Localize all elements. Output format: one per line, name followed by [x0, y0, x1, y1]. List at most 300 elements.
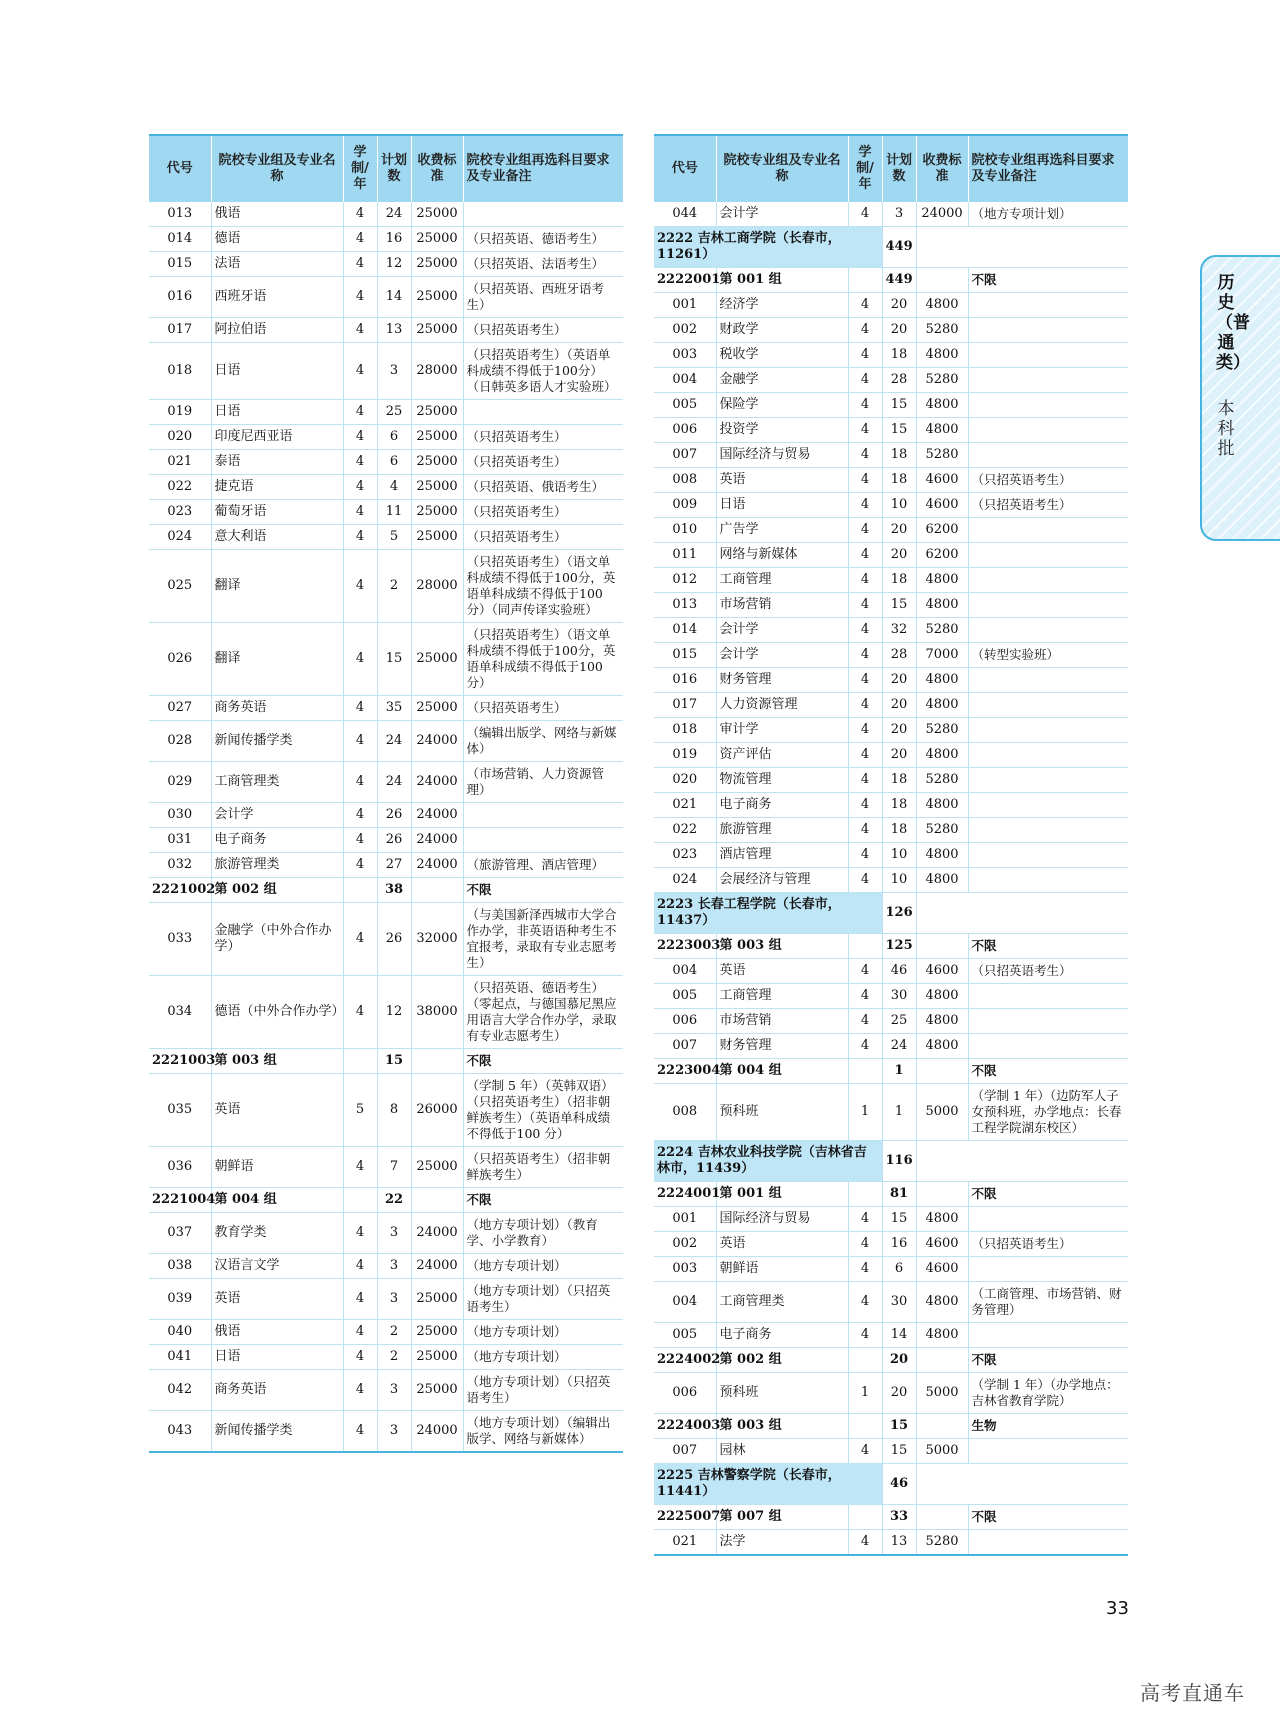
- major-row: [654, 418, 1128, 443]
- code-cell: 023: [149, 500, 211, 525]
- duration-cell: [343, 1049, 377, 1074]
- plan-count: 20: [882, 718, 916, 743]
- name-cell: 金融学（中外合作办学）: [211, 903, 343, 976]
- note-cell: （只招英语考生）: [463, 450, 623, 475]
- note-cell: 不限: [968, 1059, 1128, 1084]
- duration-cell: 4: [343, 976, 377, 1049]
- duration-cell: 4: [848, 202, 882, 227]
- plan-count: 18: [882, 793, 916, 818]
- major-row: [654, 668, 1128, 693]
- fee-cell: 5280: [916, 1530, 968, 1556]
- plan-count: 6: [377, 425, 411, 450]
- code-cell: 017: [149, 318, 211, 343]
- note-cell: [968, 768, 1128, 793]
- code-cell: 005: [654, 393, 716, 418]
- code-cell: 020: [149, 425, 211, 450]
- header-duration: 学制/年: [343, 135, 377, 202]
- plan-count: 15: [882, 393, 916, 418]
- fee-cell: 5280: [916, 443, 968, 468]
- duration-cell: 4: [848, 1207, 882, 1232]
- note-cell: （地方专项计划）: [463, 1320, 623, 1345]
- duration-cell: 4: [343, 803, 377, 828]
- major-row: [149, 1370, 623, 1411]
- group-row: [149, 1188, 623, 1213]
- name-cell: 汉语言文学: [211, 1254, 343, 1279]
- fee-cell: 5280: [916, 318, 968, 343]
- code-cell: 024: [654, 868, 716, 893]
- group-row: [654, 1505, 1128, 1530]
- code-cell: 025: [149, 550, 211, 623]
- fee-cell: 4800: [916, 793, 968, 818]
- note-cell: [968, 318, 1128, 343]
- duration-cell: 4: [848, 593, 882, 618]
- fee-cell: 24000: [411, 803, 463, 828]
- major-row: [149, 762, 623, 803]
- name-cell: 经济学: [716, 293, 848, 318]
- code-cell: 021: [654, 1530, 716, 1556]
- name-cell: 会计学: [716, 643, 848, 668]
- header-plan-count: 计划数: [377, 135, 411, 202]
- duration-cell: 4: [848, 1282, 882, 1323]
- note-cell: （只招英语、西班牙语考生）: [463, 277, 623, 318]
- note-cell: [968, 418, 1128, 443]
- duration-cell: 4: [343, 1370, 377, 1411]
- fee-cell: 4800: [916, 668, 968, 693]
- duration-cell: 4: [343, 1320, 377, 1345]
- header-code: 代号: [149, 135, 211, 202]
- major-row: [149, 1213, 623, 1254]
- plan-count: 7: [377, 1147, 411, 1188]
- college-row: [654, 227, 1128, 268]
- fee-cell: 6200: [916, 518, 968, 543]
- plan-count: 116: [882, 1141, 916, 1182]
- fee-cell: 24000: [411, 1411, 463, 1453]
- side-tab-batch: 本科批: [1217, 399, 1235, 459]
- code-cell: 036: [149, 1147, 211, 1188]
- name-cell: 德语（中外合作办学）: [211, 976, 343, 1049]
- fee-cell: 5000: [916, 1084, 968, 1141]
- name-cell: 广告学: [716, 518, 848, 543]
- duration-cell: [848, 1414, 882, 1439]
- duration-cell: 4: [343, 318, 377, 343]
- plan-count: 14: [377, 277, 411, 318]
- code-cell: 020: [654, 768, 716, 793]
- major-row: [149, 1147, 623, 1188]
- code-cell: 037: [149, 1213, 211, 1254]
- major-row: [654, 568, 1128, 593]
- code-cell: 005: [654, 984, 716, 1009]
- note-cell: [463, 828, 623, 853]
- plan-count: 15: [882, 1207, 916, 1232]
- duration-cell: 1: [848, 1084, 882, 1141]
- fee-cell: 25000: [411, 475, 463, 500]
- major-row: [654, 518, 1128, 543]
- note-cell: [463, 202, 623, 227]
- college-name: 2223 长春工程学院（长春市，11437）: [654, 893, 882, 934]
- major-row: [654, 1439, 1128, 1464]
- duration-cell: 4: [343, 1279, 377, 1320]
- fee-cell: 4800: [916, 843, 968, 868]
- plan-count: 35: [377, 696, 411, 721]
- name-cell: 阿拉伯语: [211, 318, 343, 343]
- major-row: [149, 525, 623, 550]
- duration-cell: [848, 268, 882, 293]
- code-cell: 018: [149, 343, 211, 400]
- plan-count: 13: [377, 318, 411, 343]
- plan-count: 20: [882, 518, 916, 543]
- note-cell: [968, 343, 1128, 368]
- code-cell: 038: [149, 1254, 211, 1279]
- plan-count: 11: [377, 500, 411, 525]
- code-cell: 001: [654, 293, 716, 318]
- note-cell: （只招英语考生）: [463, 525, 623, 550]
- code-cell: 004: [654, 368, 716, 393]
- major-row: [149, 623, 623, 696]
- fee-cell: 4600: [916, 1257, 968, 1282]
- major-row: [149, 202, 623, 227]
- note-cell: （地方专项计划）（只招英语考生）: [463, 1370, 623, 1411]
- major-row: [654, 202, 1128, 227]
- note-cell: [968, 693, 1128, 718]
- major-row: [149, 500, 623, 525]
- code-cell: 014: [149, 227, 211, 252]
- code-cell: 015: [149, 252, 211, 277]
- code-cell: 001: [654, 1207, 716, 1232]
- note-cell: [968, 568, 1128, 593]
- code-cell: 011: [654, 543, 716, 568]
- plan-count: 25: [377, 400, 411, 425]
- fee-cell: 24000: [411, 853, 463, 878]
- fee-cell: [916, 934, 968, 959]
- major-row: [654, 368, 1128, 393]
- plan-count: 20: [882, 543, 916, 568]
- fee-cell: 25000: [411, 277, 463, 318]
- fee-cell: 24000: [411, 828, 463, 853]
- major-row: [654, 293, 1128, 318]
- duration-cell: 4: [343, 903, 377, 976]
- fee-cell: [411, 878, 463, 903]
- fee-cell: 25000: [411, 1345, 463, 1370]
- college-spacer: [916, 893, 1128, 934]
- college-name: 2222 吉林工商学院（长春市，11261）: [654, 227, 882, 268]
- code-cell: 022: [654, 818, 716, 843]
- name-cell: 财政学: [716, 318, 848, 343]
- major-row: [654, 1282, 1128, 1323]
- header-duration: 学制/年: [848, 135, 882, 202]
- plan-count: 3: [377, 1213, 411, 1254]
- code-cell: 028: [149, 721, 211, 762]
- group-row: [654, 1414, 1128, 1439]
- plan-count: 5: [377, 525, 411, 550]
- duration-cell: 4: [848, 468, 882, 493]
- plan-count: 24: [882, 1034, 916, 1059]
- note-cell: （旅游管理、酒店管理）: [463, 853, 623, 878]
- name-cell: 翻译: [211, 550, 343, 623]
- plan-count: 20: [882, 293, 916, 318]
- duration-cell: 4: [848, 843, 882, 868]
- major-row: [149, 1279, 623, 1320]
- duration-cell: 4: [848, 1034, 882, 1059]
- plan-count: 18: [882, 343, 916, 368]
- major-row: [149, 277, 623, 318]
- college-name: 2224 吉林农业科技学院（吉林省吉林市，11439）: [654, 1141, 882, 1182]
- code-cell: 009: [654, 493, 716, 518]
- major-row: [654, 818, 1128, 843]
- plan-count: 30: [882, 1282, 916, 1323]
- duration-cell: 4: [343, 550, 377, 623]
- note-cell: （学制 1 年）（边防军人子女预科班，办学地点：长春工程学院湖东校区）: [968, 1084, 1128, 1141]
- code-cell: 005: [654, 1323, 716, 1348]
- header-requirements: 院校专业组再选科目要求及专业备注: [463, 135, 623, 202]
- major-row: [149, 903, 623, 976]
- note-cell: （地方专项计划）（只招英语考生）: [463, 1279, 623, 1320]
- fee-cell: 25000: [411, 1279, 463, 1320]
- major-row: [149, 696, 623, 721]
- plan-count: 10: [882, 843, 916, 868]
- header-requirements: 院校专业组再选科目要求及专业备注: [968, 135, 1128, 202]
- fee-cell: [411, 1188, 463, 1213]
- name-cell: 税收学: [716, 343, 848, 368]
- name-cell: 网络与新媒体: [716, 543, 848, 568]
- note-cell: [968, 443, 1128, 468]
- plan-count: 125: [882, 934, 916, 959]
- duration-cell: 4: [343, 1254, 377, 1279]
- major-row: [149, 1320, 623, 1345]
- name-cell: 捷克语: [211, 475, 343, 500]
- plan-count: 26: [377, 828, 411, 853]
- plan-count: 18: [882, 768, 916, 793]
- plan-count: 18: [882, 468, 916, 493]
- name-cell: 园林: [716, 1439, 848, 1464]
- name-cell: 印度尼西亚语: [211, 425, 343, 450]
- college-spacer: [916, 227, 1128, 268]
- name-cell: 投资学: [716, 418, 848, 443]
- fee-cell: 25000: [411, 450, 463, 475]
- note-cell: （只招英语考生）: [463, 318, 623, 343]
- code-cell: 007: [654, 443, 716, 468]
- fee-cell: 4600: [916, 959, 968, 984]
- note-cell: （只招英语考生）: [463, 425, 623, 450]
- code-cell: 021: [149, 450, 211, 475]
- note-cell: （地方专项计划）（编辑出版学、网络与新媒体）: [463, 1411, 623, 1453]
- code-cell: 024: [149, 525, 211, 550]
- name-cell: 翻译: [211, 623, 343, 696]
- header-fee: 收费标准: [411, 135, 463, 202]
- major-row: [149, 475, 623, 500]
- plan-count: 46: [882, 959, 916, 984]
- name-cell: 人力资源管理: [716, 693, 848, 718]
- duration-cell: 4: [343, 525, 377, 550]
- plan-count: 81: [882, 1182, 916, 1207]
- college-name: 2225 吉林警察学院（长春市，11441）: [654, 1464, 882, 1505]
- major-row: [654, 468, 1128, 493]
- major-row: [654, 393, 1128, 418]
- fee-cell: 6200: [916, 543, 968, 568]
- duration-cell: 4: [848, 743, 882, 768]
- major-row: [149, 853, 623, 878]
- name-cell: 商务英语: [211, 696, 343, 721]
- duration-cell: 4: [848, 543, 882, 568]
- note-cell: （只招英语、法语考生）: [463, 252, 623, 277]
- fee-cell: 28000: [411, 343, 463, 400]
- code-cell: 2222001: [654, 268, 716, 293]
- code-cell: 019: [149, 400, 211, 425]
- note-cell: [463, 400, 623, 425]
- code-cell: 013: [654, 593, 716, 618]
- plan-count: 26: [377, 903, 411, 976]
- duration-cell: 4: [848, 393, 882, 418]
- name-cell: 工商管理类: [211, 762, 343, 803]
- fee-cell: 4800: [916, 868, 968, 893]
- name-cell: 保险学: [716, 393, 848, 418]
- fee-cell: 38000: [411, 976, 463, 1049]
- code-cell: 033: [149, 903, 211, 976]
- major-row: [654, 768, 1128, 793]
- duration-cell: 4: [848, 443, 882, 468]
- code-cell: 016: [149, 277, 211, 318]
- major-row: [149, 976, 623, 1049]
- fee-cell: 25000: [411, 227, 463, 252]
- name-cell: 泰语: [211, 450, 343, 475]
- note-cell: [968, 1207, 1128, 1232]
- note-cell: （只招英语考生）（语文单科成绩不得低于100分，英语单科成绩不得低于100分）: [463, 623, 623, 696]
- duration-cell: 4: [848, 518, 882, 543]
- table-header-row: [654, 135, 1128, 202]
- code-cell: 010: [654, 518, 716, 543]
- duration-cell: [848, 1505, 882, 1530]
- major-row: [654, 543, 1128, 568]
- plan-count: 14: [882, 1323, 916, 1348]
- name-cell: 第 002 组: [211, 878, 343, 903]
- duration-cell: 4: [848, 1323, 882, 1348]
- note-cell: （学制 5 年）（英韩双语）（只招英语考生）（招非朝鲜族考生）（英语单科成绩不得低于100 分）: [463, 1074, 623, 1147]
- note-cell: （工商管理、市场营销、财务管理）: [968, 1282, 1128, 1323]
- note-cell: [968, 593, 1128, 618]
- group-row: [654, 268, 1128, 293]
- plan-count: 449: [882, 227, 916, 268]
- fee-cell: 7000: [916, 643, 968, 668]
- plan-count: 15: [377, 623, 411, 696]
- fee-cell: 4600: [916, 1232, 968, 1257]
- duration-cell: [343, 1188, 377, 1213]
- fee-cell: 4800: [916, 293, 968, 318]
- group-row: [654, 934, 1128, 959]
- name-cell: 新闻传播学类: [211, 1411, 343, 1453]
- major-row: [654, 984, 1128, 1009]
- note-cell: 不限: [968, 1348, 1128, 1373]
- name-cell: 第 001 组: [716, 268, 848, 293]
- major-row: [654, 493, 1128, 518]
- code-cell: 006: [654, 418, 716, 443]
- plan-count: 13: [882, 1530, 916, 1556]
- fee-cell: 4800: [916, 1009, 968, 1034]
- code-cell: 022: [149, 475, 211, 500]
- name-cell: 英语: [716, 1232, 848, 1257]
- duration-cell: 4: [343, 1345, 377, 1370]
- major-row: [149, 252, 623, 277]
- name-cell: 预科班: [716, 1373, 848, 1414]
- fee-cell: 32000: [411, 903, 463, 976]
- fee-cell: 4800: [916, 1207, 968, 1232]
- code-cell: 015: [654, 643, 716, 668]
- section-side-tab: [1200, 255, 1280, 541]
- plan-count: 3: [377, 1370, 411, 1411]
- note-cell: （只招英语考生）: [968, 1232, 1128, 1257]
- major-row: [654, 1034, 1128, 1059]
- name-cell: 会计学: [716, 202, 848, 227]
- duration-cell: 4: [848, 1009, 882, 1034]
- group-row: [654, 1059, 1128, 1084]
- note-cell: [968, 1323, 1128, 1348]
- name-cell: 英语: [716, 959, 848, 984]
- major-row: [654, 1232, 1128, 1257]
- fee-cell: 25000: [411, 500, 463, 525]
- duration-cell: 4: [848, 418, 882, 443]
- duration-cell: 4: [343, 1147, 377, 1188]
- plan-count: 2: [377, 1345, 411, 1370]
- fee-cell: 25000: [411, 1370, 463, 1411]
- code-cell: 041: [149, 1345, 211, 1370]
- major-row: [654, 618, 1128, 643]
- major-row: [654, 1084, 1128, 1141]
- major-row: [654, 1009, 1128, 1034]
- note-cell: [968, 1009, 1128, 1034]
- code-cell: 012: [654, 568, 716, 593]
- plan-count: 15: [882, 593, 916, 618]
- duration-cell: 4: [343, 343, 377, 400]
- code-cell: 014: [654, 618, 716, 643]
- plan-count: 16: [882, 1232, 916, 1257]
- code-cell: 2221004: [149, 1188, 211, 1213]
- plan-count: 12: [377, 252, 411, 277]
- name-cell: 旅游管理: [716, 818, 848, 843]
- plan-count: 126: [882, 893, 916, 934]
- name-cell: 德语: [211, 227, 343, 252]
- major-row: [654, 718, 1128, 743]
- fee-cell: [916, 1182, 968, 1207]
- fee-cell: 25000: [411, 400, 463, 425]
- plan-count: 449: [882, 268, 916, 293]
- fee-cell: 24000: [411, 762, 463, 803]
- college-row: [654, 1464, 1128, 1505]
- major-row: [149, 400, 623, 425]
- plan-count: 20: [882, 743, 916, 768]
- duration-cell: [848, 1348, 882, 1373]
- duration-cell: 4: [848, 793, 882, 818]
- code-cell: 044: [654, 202, 716, 227]
- code-cell: 035: [149, 1074, 211, 1147]
- note-cell: [968, 868, 1128, 893]
- fee-cell: [916, 1348, 968, 1373]
- note-cell: [968, 618, 1128, 643]
- code-cell: 004: [654, 1282, 716, 1323]
- duration-cell: 4: [343, 450, 377, 475]
- code-cell: 006: [654, 1009, 716, 1034]
- duration-cell: 4: [848, 368, 882, 393]
- duration-cell: 4: [848, 343, 882, 368]
- note-cell: （只招英语考生）: [968, 493, 1128, 518]
- code-cell: 023: [654, 843, 716, 868]
- code-cell: 004: [654, 959, 716, 984]
- code-cell: 007: [654, 1439, 716, 1464]
- header-plan-count: 计划数: [882, 135, 916, 202]
- duration-cell: 4: [848, 718, 882, 743]
- fee-cell: 25000: [411, 1320, 463, 1345]
- name-cell: 新闻传播学类: [211, 721, 343, 762]
- duration-cell: 4: [848, 493, 882, 518]
- name-cell: 第 007 组: [716, 1505, 848, 1530]
- plan-count: 4: [377, 475, 411, 500]
